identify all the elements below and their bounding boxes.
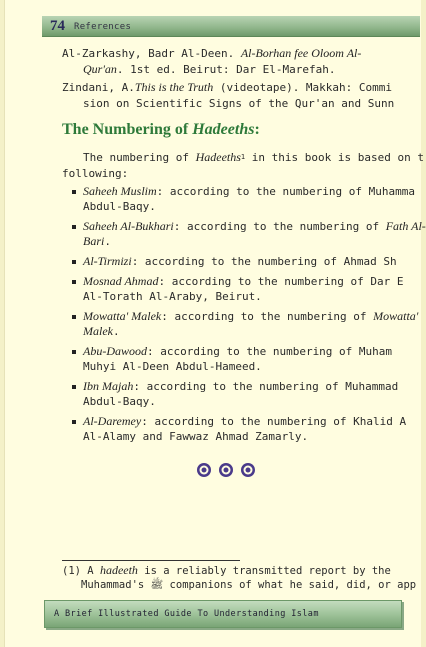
list-item xyxy=(62,309,420,339)
source-desc: : according to the numbering of xyxy=(173,220,386,233)
list-item xyxy=(62,184,420,214)
flower-icon xyxy=(196,462,212,478)
source-desc-cont: Al-Torath Al-Araby, Beirut. xyxy=(83,290,262,303)
references-block xyxy=(62,46,420,114)
hadeeth-source-list xyxy=(62,184,426,449)
footer-label: A Brief Illustrated Guide To Understanding Islam xyxy=(54,609,319,619)
source-name: Mosnad Ahmad xyxy=(83,274,159,288)
source-name: Saheeh Muslim xyxy=(83,184,157,198)
list-item xyxy=(62,274,420,304)
bullet-icon xyxy=(72,260,76,264)
source-name: Saheeh Al-Bukhari xyxy=(83,219,174,233)
section-title xyxy=(62,121,260,139)
bullet-icon xyxy=(72,190,76,194)
source-ref-italic: Fath Al- xyxy=(385,219,426,233)
source-desc: : according to the numbering of Muhamma xyxy=(156,185,415,198)
source-desc: : according to the numbering of Muhammad xyxy=(133,380,399,393)
bullet-icon xyxy=(72,280,76,284)
footnote xyxy=(62,564,420,592)
flower-icon xyxy=(218,462,234,478)
source-ref-italic: Mowatta' xyxy=(373,309,419,323)
footnote-divider xyxy=(62,560,240,561)
reference-zindani xyxy=(62,80,420,111)
source-desc: : according to the numbering of Dar E xyxy=(158,275,404,288)
reference-author: Al-Zarkashy, Badr Al-Deen. xyxy=(62,47,235,60)
source-desc-cont: . xyxy=(112,325,120,338)
footnote-ref[interactable]: 1 xyxy=(240,153,246,161)
header-label: References xyxy=(74,22,132,32)
flower-ornament xyxy=(196,462,256,480)
bullet-icon xyxy=(72,225,76,229)
list-item xyxy=(62,254,420,269)
source-ref-italic-cont: Bari xyxy=(83,234,105,248)
reference-title: Al-Borhan fee Oloom Al- xyxy=(240,46,362,60)
list-item xyxy=(62,414,420,444)
list-item xyxy=(62,344,420,374)
reference-publisher: . 1st ed. Beirut: Dar El-Marefah. xyxy=(116,62,336,76)
footnote-marker: (1) A xyxy=(62,565,100,577)
section-title-colon: : xyxy=(254,121,260,138)
list-item xyxy=(62,219,426,249)
list-item xyxy=(62,379,420,409)
source-desc: : according to the numbering of xyxy=(161,310,374,323)
source-desc: : according to the numbering of Ahmad Sh xyxy=(131,255,397,268)
intro-line-2: following: xyxy=(62,166,129,180)
reference-title-cont: Qur'an xyxy=(83,61,117,76)
reference-continuation: sion on Scientific Signs of the Qur'an and Sunn xyxy=(83,96,395,110)
source-name: Al-Daremey xyxy=(83,414,142,428)
source-desc-cont: . xyxy=(104,235,111,248)
source-desc-cont: Al-Alamy and Fawwaz Ahmad Zamarly. xyxy=(83,430,309,443)
source-name: Al-Tirmizi xyxy=(83,254,132,268)
intro-paragraph xyxy=(62,150,424,181)
bullet-icon xyxy=(72,315,76,319)
source-name: Mowatta' Malek xyxy=(83,309,162,323)
source-desc: : according to the numbering of Khalid A xyxy=(141,415,407,428)
bullet-icon xyxy=(72,385,76,389)
footnote-term: hadeeth xyxy=(99,563,138,577)
intro-italic: Hadeeths xyxy=(195,150,241,164)
reference-continuation xyxy=(62,62,420,78)
source-desc: : according to the numbering of Muham xyxy=(147,345,393,358)
intro-text-cont: in this book is based on t xyxy=(245,151,424,164)
section-title-plain: The Numbering of xyxy=(62,121,193,138)
source-name: Abu-Dawood xyxy=(83,344,147,358)
section-title-italic: Hadeeths xyxy=(192,121,255,138)
source-name: Ibn Majah xyxy=(83,379,134,393)
reference-publisher: (videotape). Makkah: Commi xyxy=(213,81,393,94)
flower-icon xyxy=(240,462,256,478)
bullet-icon xyxy=(72,420,76,424)
footnote-text-cont: Muhammad's ﷺ companions of what he said, did, or app xyxy=(81,578,417,591)
source-ref-italic-cont: Malek xyxy=(83,324,113,338)
reference-title: This is the Truth xyxy=(134,80,214,94)
source-desc-cont: Abdul-Baqy. xyxy=(83,200,156,213)
source-desc-cont: Muhyi Al-Deen Abdul-Hameed. xyxy=(83,360,262,373)
bullet-icon xyxy=(72,350,76,354)
intro-line-1 xyxy=(62,150,424,166)
reference-author: Zindani, A. xyxy=(62,81,135,94)
source-desc-cont: Abdul-Baqy. xyxy=(83,395,156,408)
footnote-text: is a reliably transmitted report by the xyxy=(137,565,391,577)
intro-text: The numbering of xyxy=(83,151,196,164)
reference-zarkashy xyxy=(62,46,420,77)
page-number: 74 xyxy=(50,18,65,34)
